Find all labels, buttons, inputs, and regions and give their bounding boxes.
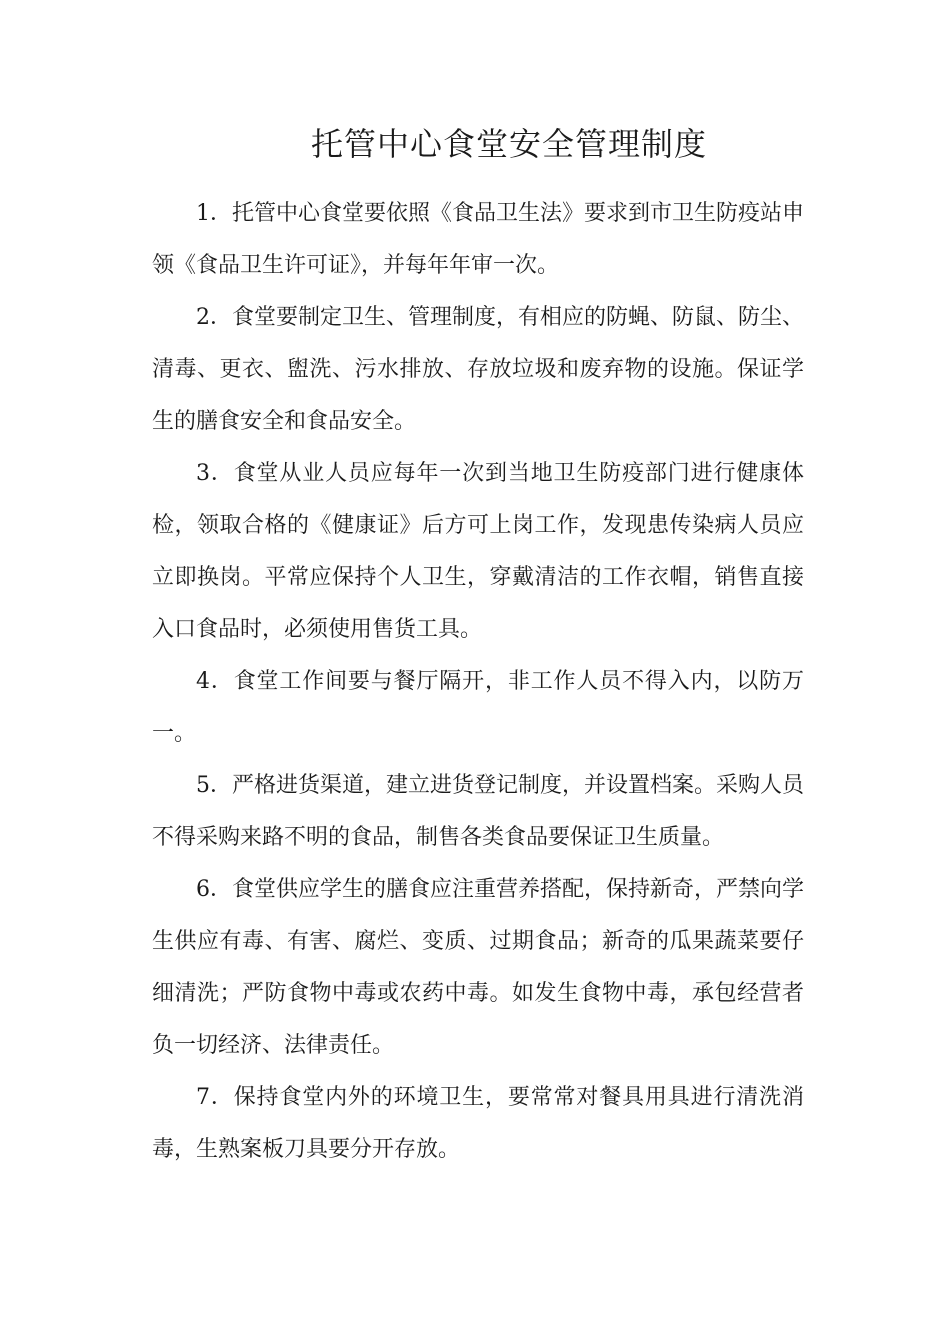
document-body bbox=[152, 188, 804, 1176]
document-title: 托管中心食堂安全管理制度 bbox=[310, 125, 707, 163]
paragraph-4: 4．食堂工作间要与餐厅隔开，非工作人员不得入内，以防万一。 bbox=[152, 669, 804, 746]
paragraph-6: 6．食堂供应学生的膳食应注重营养搭配，保持新奇，严禁向学生供应有毒、有害、腐烂、变质、过期食品；新奇的瓜果蔬菜要仔细清洗；严防食物中毒或农药中毒。如发生食物中毒，承包经营者负一切经济、法律责任。 bbox=[152, 877, 804, 1058]
paragraph-2: 2．食堂要制定卫生、管理制度，有相应的防蝇、防鼠、防尘、清毒、更衣、盥洗、污水排放、存放垃圾和废弃物的设施。保证学生的膳食安全和食品安全。 bbox=[152, 305, 804, 434]
paragraph-5: 5．严格进货渠道，建立进货登记制度，并设置档案。采购人员不得采购来路不明的食品，制售各类食品要保证卫生质量。 bbox=[152, 773, 804, 850]
paragraph-1: 1．托管中心食堂要依照《食品卫生法》要求到市卫生防疫站申领《食品卫生许可证》，并每年年审一次。 bbox=[152, 201, 804, 278]
paragraph-3: 3．食堂从业人员应每年一次到当地卫生防疫部门进行健康体检，领取合格的《健康证》后方可上岗工作，发现患传染病人员应立即换岗。平常应保持个人卫生，穿戴清洁的工作衣帽，销售直接入口食品时，必须使用售货工具。 bbox=[152, 461, 804, 642]
paragraph-7: 7．保持食堂内外的环境卫生，要常常对餐具用具进行清洗消毒，生熟案板刀具要分开存放。 bbox=[152, 1085, 804, 1162]
